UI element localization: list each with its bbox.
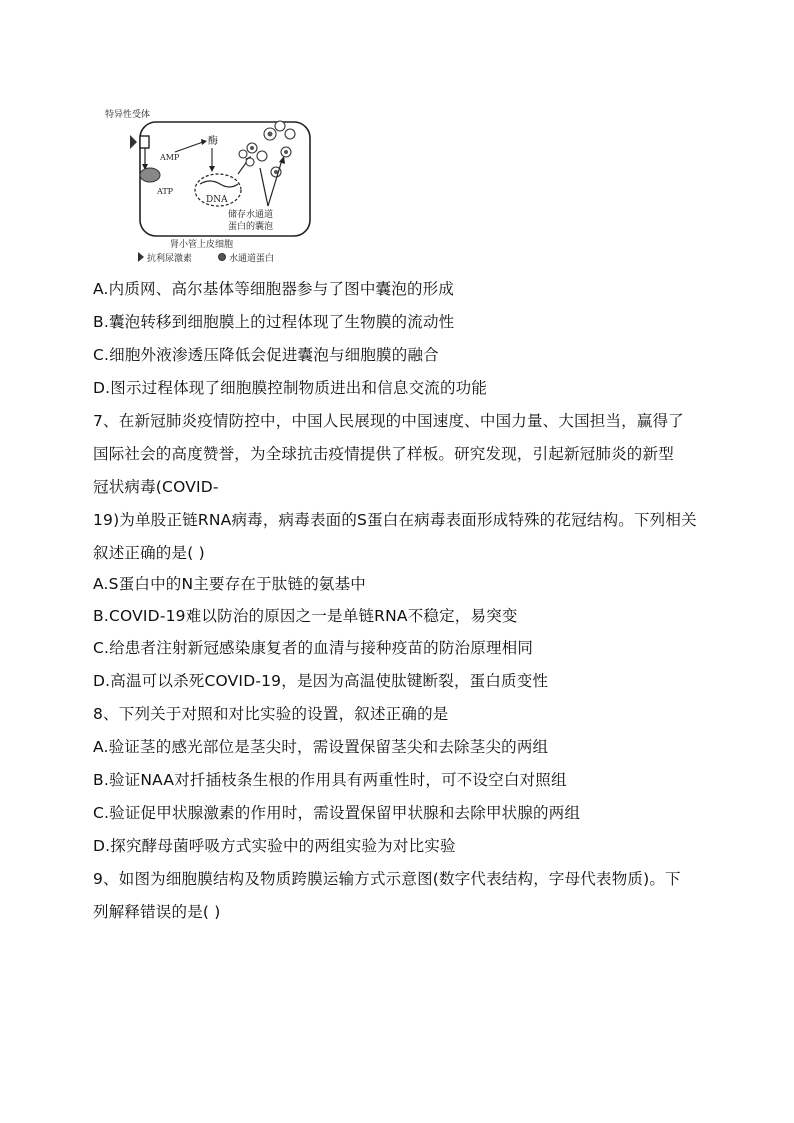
q6-option-a: A.内质网、高尔基体等细胞器参与了图中囊泡的形成 xyxy=(93,280,455,298)
q6-option-b: B.囊泡转移到细胞膜上的过程体现了生物膜的流动性 xyxy=(93,313,455,331)
hormone-icon xyxy=(130,135,137,149)
dna-label: DNA xyxy=(206,195,228,205)
q7-stem-line-3: 冠状病毒(COVID- xyxy=(93,478,219,496)
q7-stem-line-4: 19)为单股正链RNA病毒，病毒表面的S蛋白在病毒表面形成特殊的花冠结构。下列相关 xyxy=(93,511,697,529)
enzyme-label: 酶 xyxy=(208,136,218,147)
cell-membrane xyxy=(140,122,310,236)
q7-stem-line-1: 7、在新冠肺炎疫情防控中，中国人民展现的中国速度、中国力量、大国担当，赢得了 xyxy=(93,412,684,430)
atp-label: ATP xyxy=(157,187,174,196)
legend-protein-icon xyxy=(219,254,226,261)
q7-option-d: D.高温可以杀死COVID-19，是因为高温使肽键断裂，蛋白质变性 xyxy=(93,672,549,690)
q7-option-b: B.COVID-19难以防治的原因之一是单链RNA不稳定，易突变 xyxy=(93,607,518,625)
q7-option-c: C.给患者注射新冠感染康复者的血清与接种疫苗的防治原理相同 xyxy=(93,639,534,657)
vesicle-label-2: 蛋白的囊泡 xyxy=(228,222,274,232)
receptor-label: 特异性受体 xyxy=(105,110,151,120)
vesicle-cluster xyxy=(239,121,295,177)
cell-diagram xyxy=(100,104,320,270)
legend-hormone-label: 抗利尿激素 xyxy=(147,254,193,264)
q8-stem: 8、下列关于对照和对比实验的设置，叙述正确的是 xyxy=(93,705,449,723)
q6-option-d: D.图示过程体现了细胞膜控制物质进出和信息交流的功能 xyxy=(93,379,488,397)
legend-hormone-icon xyxy=(138,252,144,262)
q6-option-c: C.细胞外液渗透压降低会促进囊泡与细胞膜的融合 xyxy=(93,346,439,364)
q7-stem-line-2: 国际社会的高度赞誉，为全球抗击疫情提供了样板。研究发现，引起新冠肺炎的新型 xyxy=(93,445,674,463)
q8-option-a: A.验证茎的感光部位是茎尖时，需设置保留茎尖和去除茎尖的两组 xyxy=(93,738,549,756)
q8-option-c: C.验证促甲状腺激素的作用时，需设置保留甲状腺和去除甲状腺的两组 xyxy=(93,804,581,822)
amp-label: AMP xyxy=(160,153,180,162)
q7-option-a: A.S蛋白中的N主要存在于肽链的氨基中 xyxy=(93,575,366,593)
q9-stem-line-2: 列解释错误的是( ) xyxy=(93,903,221,921)
q8-option-b: B.验证NAA对扦插枝条生根的作用具有两重性时，可不设空白对照组 xyxy=(93,771,567,789)
q9-stem-line-1: 9、如图为细胞膜结构及物质跨膜运输方式示意图(数字代表结构，字母代表物质)。下 xyxy=(93,870,681,888)
receptor-icon xyxy=(140,136,149,148)
cell-label: 肾小管上皮细胞 xyxy=(170,240,234,250)
vesicle-label-1: 储存水通道 xyxy=(228,210,274,220)
q7-stem-line-5: 叙述正确的是( ) xyxy=(93,544,205,562)
enzyme-blob xyxy=(140,168,160,182)
legend-protein-label: 水通道蛋白 xyxy=(229,254,275,264)
q8-option-d: D.探究酵母菌呼吸方式实验中的两组实验为对比实验 xyxy=(93,837,456,855)
